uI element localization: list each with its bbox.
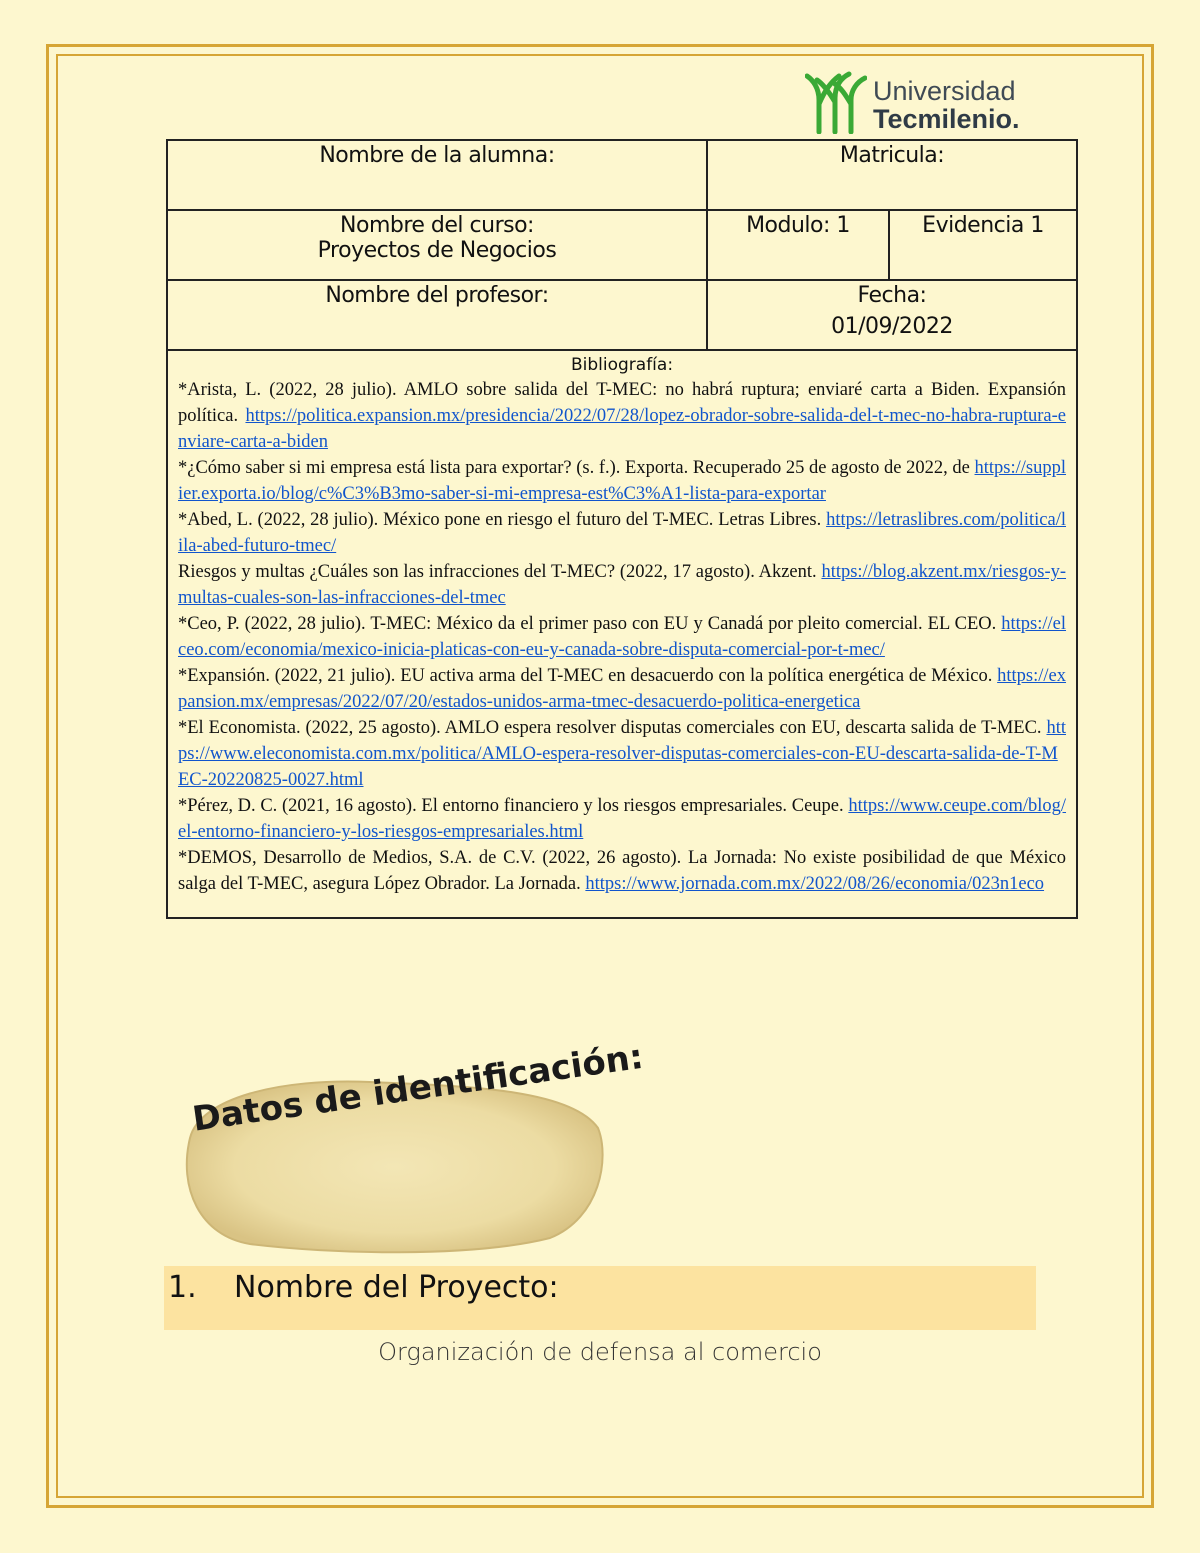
bibliography-link[interactable]: https://politica.expansion.mx/presidencia/2022/07/28/lopez-obrador-sobre-salida-del-t-mec-no-habra-ruptura-enviare-carta-a-biden bbox=[178, 406, 1067, 452]
bibliography-link[interactable]: https://www.ceupe.com/blog/el-entorno-financiero-y-los-riesgos-empresariales.html bbox=[178, 796, 1067, 842]
bibliography-link[interactable]: https://letraslibres.com/politica/lila-abed-futuro-tmec/ bbox=[178, 510, 1067, 556]
curso-label: Nombre del curso: bbox=[340, 213, 534, 238]
bibliografia-title: Bibliografía: bbox=[570, 355, 674, 375]
university-logo bbox=[805, 70, 1035, 136]
bibliography-entry bbox=[178, 611, 1066, 663]
curso-cell bbox=[167, 210, 707, 280]
bibliography-link[interactable]: https://supplier.exporta.io/blog/c%C3%B3mo-saber-si-mi-empresa-est%C3%A1-lista-para-exportar bbox=[178, 458, 1067, 504]
bibliography-entry-text: *¿Cómo saber si mi empresa está lista para exportar? (s. f.). Exporta. Recuperado 25 de agosto de 2022, de bbox=[178, 458, 975, 478]
bibliography-entry bbox=[178, 507, 1066, 559]
bibliografia-cell bbox=[167, 350, 1077, 918]
alumna-cell bbox=[167, 140, 707, 210]
bibliography-link[interactable]: https://expansion.mx/empresas/2022/07/20/estados-unidos-arma-tmec-desacuerdo-politica-energetica bbox=[178, 666, 1067, 712]
bibliography-entry bbox=[178, 377, 1066, 455]
profesor-label: Nombre del profesor: bbox=[325, 283, 549, 308]
bibliography-link[interactable]: https://www.jornada.com.mx/2022/08/26/economia/023n1eco bbox=[585, 874, 1045, 894]
bibliography-entry-text: *Abed, L. (2022, 28 julio). México pone en riesgo el futuro del T-MEC. Letras Libres. bbox=[178, 510, 827, 530]
profesor-cell bbox=[167, 280, 707, 350]
bibliografia-list bbox=[178, 377, 1066, 897]
bibliography-entry bbox=[178, 793, 1066, 845]
bibliography-entry bbox=[178, 715, 1066, 793]
bibliography-entry-text: *Pérez, D. C. (2021, 16 agosto). El entorno financiero y los riesgos empresariales. Ceupe. bbox=[178, 796, 849, 816]
fecha-label: Fecha: bbox=[857, 283, 927, 308]
modulo-cell bbox=[707, 210, 889, 280]
bibliography-entry-text: *Arista, L. (2022, 28 julio). AMLO sobre salida del T-MEC: no habrá ruptura; enviaré carta a Biden. Expansión política. bbox=[178, 380, 1067, 426]
section-title: Nombre del Proyecto: bbox=[234, 1270, 559, 1305]
bibliography-entry-text: *El Economista. (2022, 25 agosto). AMLO espera resolver disputas comerciales con EU, descarta salida de T-MEC. bbox=[178, 718, 1047, 738]
curso-value: Proyectos de Negocios bbox=[317, 238, 557, 263]
identification-table bbox=[166, 139, 1078, 919]
fecha-cell bbox=[707, 280, 1077, 350]
matricula-cell bbox=[707, 140, 1077, 210]
bibliography-link[interactable]: https://www.eleconomista.com.mx/politica/AMLO-espera-resolver-disputas-comerciales-con-EU-descarta-salida-de-T-MEC-20220825-0027.html bbox=[178, 718, 1067, 790]
bibliography-entry-text: *DEMOS, Desarrollo de Medios, S.A. de C.V. (2022, 26 agosto). La Jornada: No existe posibilidad de que México salga del T-MEC, asegura López Obrador. La Jornada. bbox=[178, 848, 1067, 894]
evidencia-label: Evidencia 1 bbox=[922, 213, 1044, 238]
bibliography-entry-text: *Expansión. (2022, 21 julio). EU activa arma del T-MEC en desacuerdo con la política energética de México. bbox=[178, 666, 998, 686]
logo-text-universidad: Universidad bbox=[873, 76, 1016, 106]
fecha-value: 01/09/2022 bbox=[831, 314, 953, 339]
bibliography-entry bbox=[178, 663, 1066, 715]
section-number: 1. bbox=[168, 1270, 197, 1305]
alumna-label: Nombre de la alumna: bbox=[319, 143, 555, 168]
modulo-label: Modulo: 1 bbox=[746, 213, 850, 238]
tecmilenio-leaf-icon bbox=[805, 70, 867, 134]
bibliography-link[interactable]: https://blog.akzent.mx/riesgos-y-multas-cuales-son-las-infracciones-del-tmec bbox=[178, 562, 1067, 608]
bibliography-entry bbox=[178, 845, 1066, 897]
bibliography-entry-text: *Ceo, P. (2022, 28 julio). T-MEC: México da el primer paso con EU y Canadá por pleito comercial. EL CEO. bbox=[178, 614, 1002, 634]
datos-identificacion-title: Datos de identificación: bbox=[190, 1036, 646, 1140]
matricula-label: Matricula: bbox=[839, 143, 945, 168]
logo-text-tecmilenio: Tecmilenio. bbox=[873, 104, 1020, 134]
bibliography-link[interactable]: https://elceo.com/economia/mexico-inicia-platicas-con-eu-y-canada-sobre-disputa-comercial-por-t-mec/ bbox=[178, 614, 1067, 660]
bibliography-entry-text: Riesgos y multas ¿Cuáles son las infracciones del T-MEC? (2022, 17 agosto). Akzent. bbox=[178, 562, 822, 582]
bibliography-entry bbox=[178, 559, 1066, 611]
evidencia-cell bbox=[889, 210, 1077, 280]
bibliography-entry bbox=[178, 455, 1066, 507]
project-name: Organización de defensa al comercio bbox=[378, 1338, 822, 1366]
